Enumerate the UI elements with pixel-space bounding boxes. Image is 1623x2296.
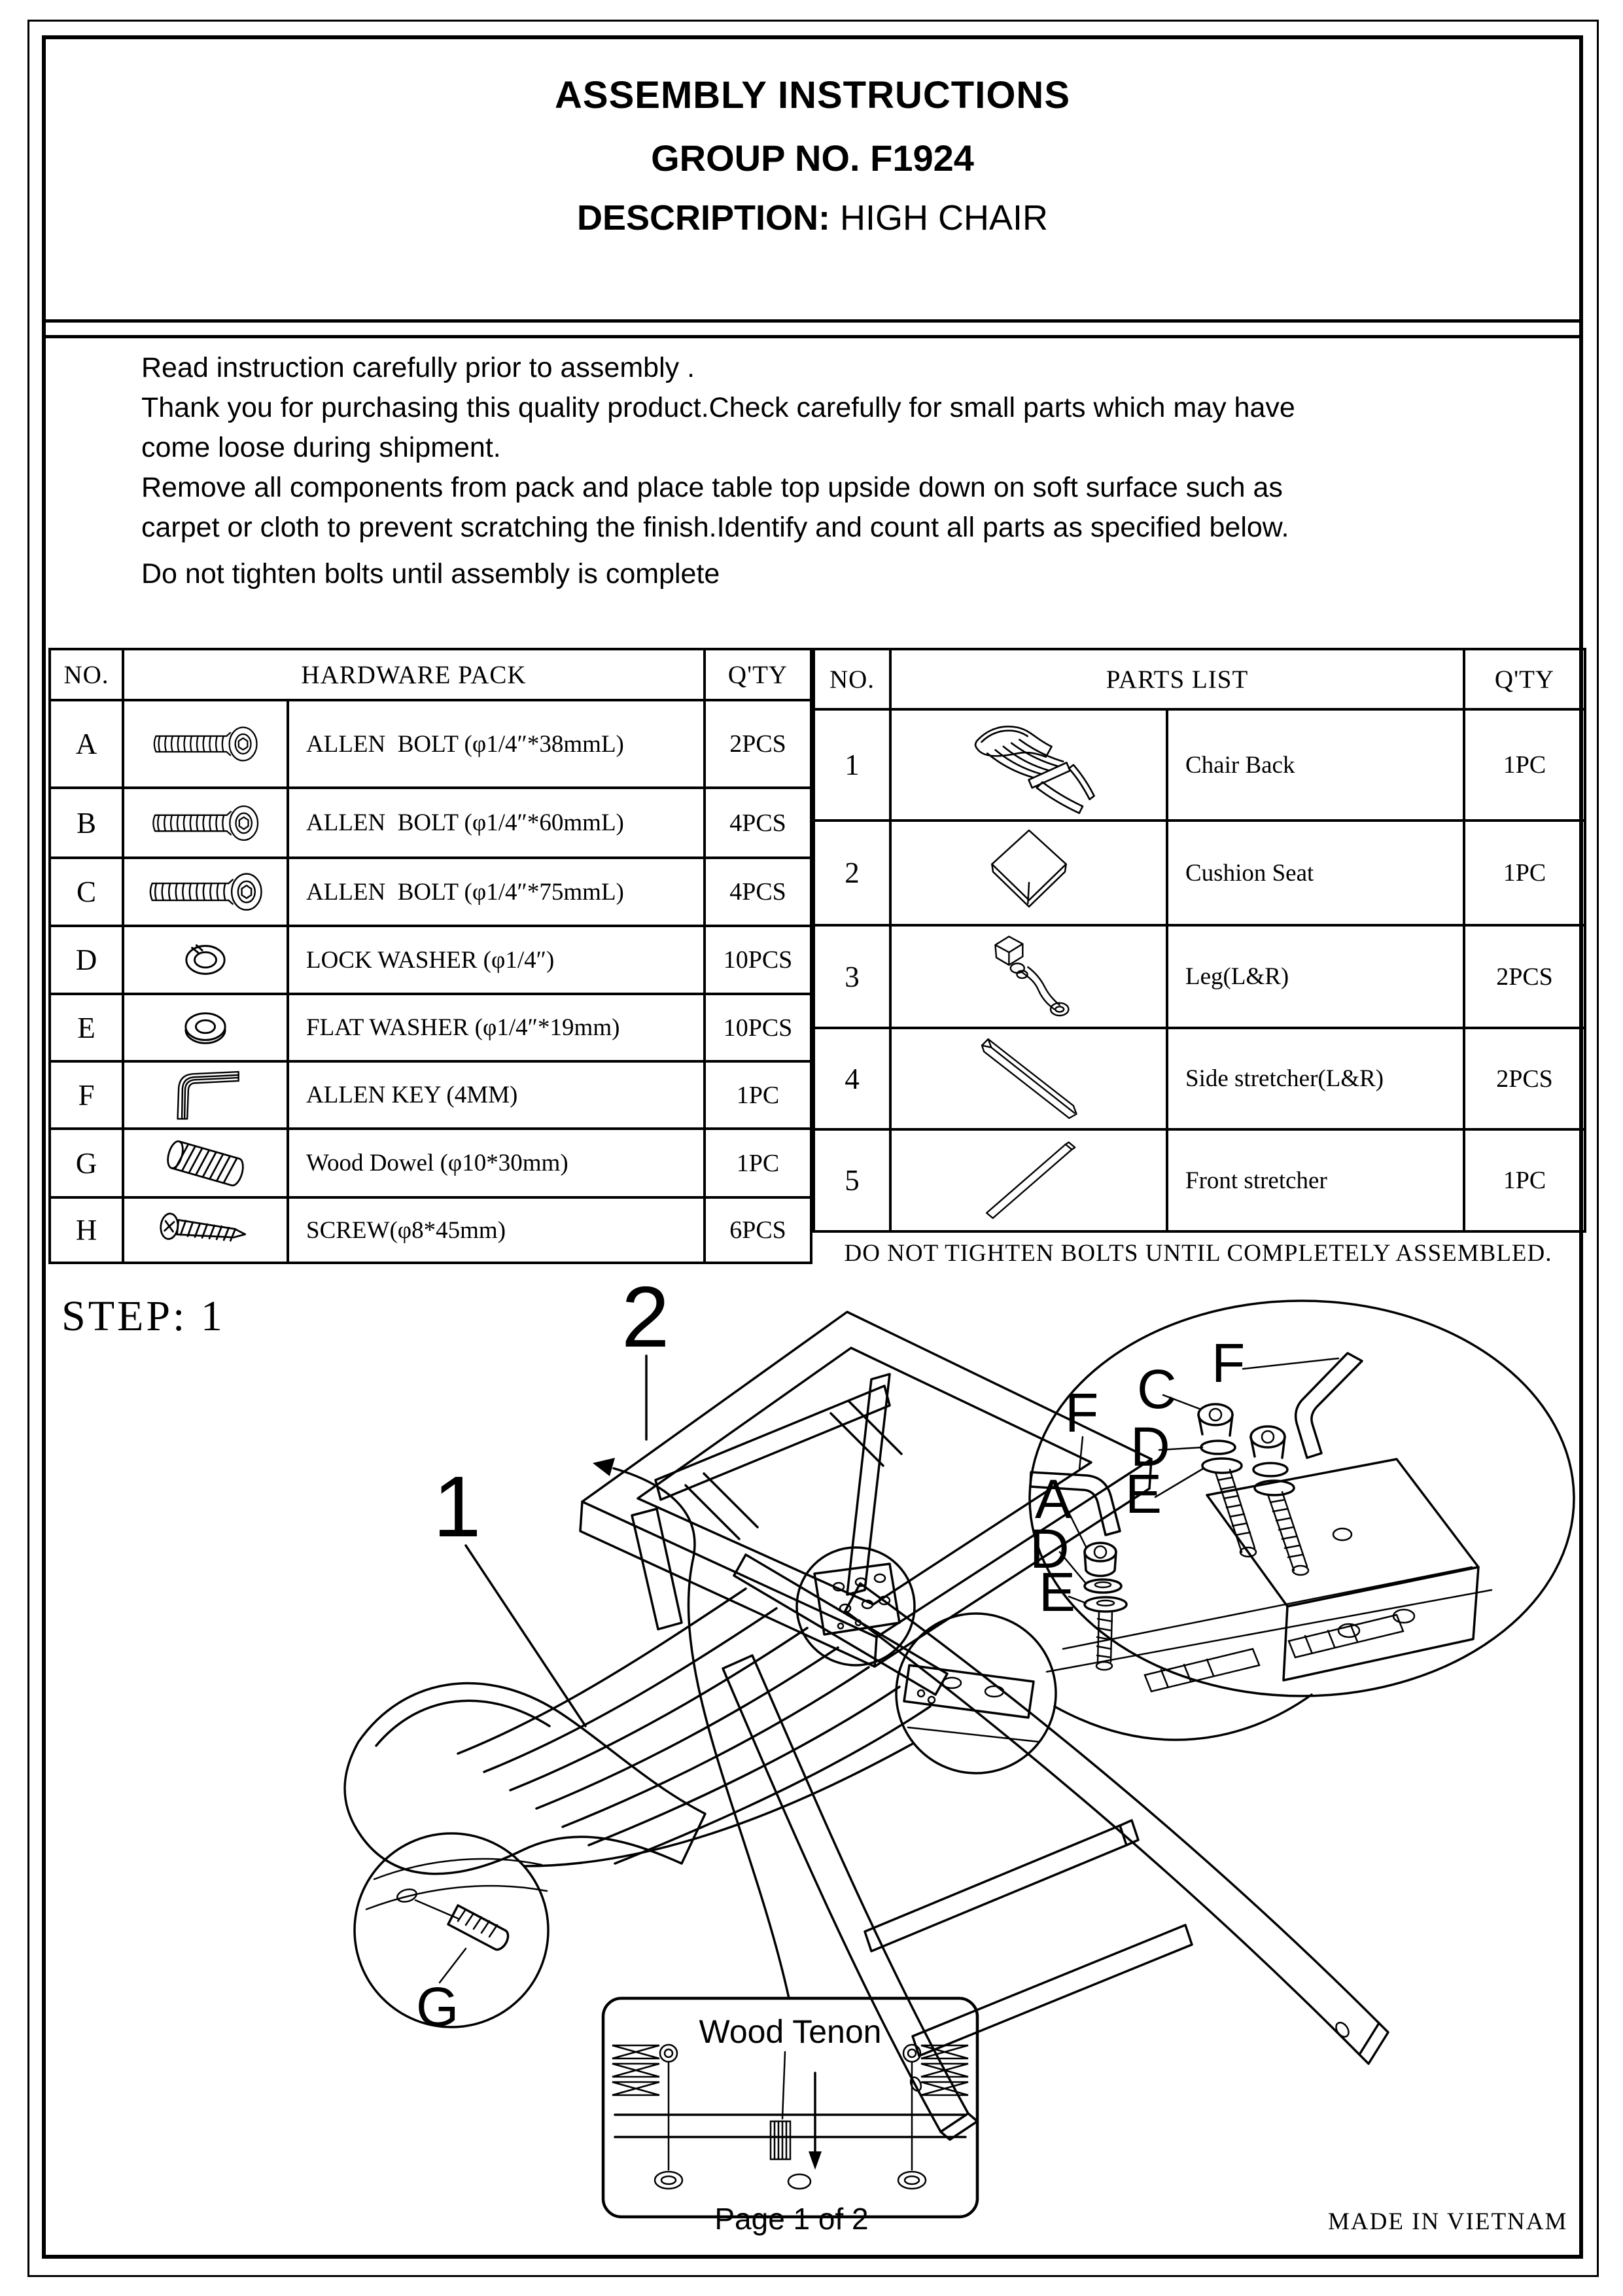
row-desc: FLAT WASHER (φ1/4″*19mm) <box>288 994 705 1061</box>
row-qty: 1PC <box>705 1129 811 1197</box>
page-title: ASSEMBLY INSTRUCTIONS <box>555 74 1070 116</box>
row-no: C <box>50 858 123 926</box>
row-desc: ALLEN BOLT (φ1/4″*38mmL) <box>288 700 705 788</box>
detail-circle-bracket <box>896 1614 1056 1773</box>
made-in-label: MADE IN VIETNAM <box>1328 2208 1568 2235</box>
row-qty: 6PCS <box>705 1197 811 1263</box>
callout-label-d-left: D <box>1030 1518 1070 1580</box>
col-header-no: NO. <box>814 649 890 709</box>
callout-label-e-mid: E <box>1125 1463 1162 1525</box>
callout-label-g: G <box>416 1976 459 2038</box>
row-no: 4 <box>814 1028 890 1129</box>
row-desc: ALLEN BOLT (φ1/4″*75mmL) <box>288 858 705 926</box>
row-no: D <box>50 926 123 994</box>
row-no: H <box>50 1197 123 1263</box>
wood-tenon-label: Wood Tenon <box>699 2013 882 2050</box>
callout-label-a: A <box>1035 1468 1072 1530</box>
part-label-1: 1 <box>433 1458 481 1555</box>
instruction-line: Thank you for purchasing this quality product.Check carefully for small parts which may have <box>141 392 1295 423</box>
row-desc: LOCK WASHER (φ1/4″) <box>288 926 705 994</box>
detail-circle-dowel <box>355 1833 548 2038</box>
description-value: HIGH CHAIR <box>830 198 1049 238</box>
row-qty: 4PCS <box>705 788 811 858</box>
part-label-2: 2 <box>621 1269 670 1365</box>
group-number: GROUP NO. F1924 <box>651 137 974 179</box>
row-desc: Wood Dowel (φ10*30mm) <box>288 1129 705 1197</box>
row-no: 3 <box>814 925 890 1028</box>
callout-label-e-left: E <box>1039 1561 1076 1623</box>
col-header-qty: Q'TY <box>1464 649 1585 709</box>
row-no: A <box>50 700 123 788</box>
instruction-line: Remove all components from pack and place table top upside down on soft surface such as <box>141 472 1283 503</box>
row-qty: 2PCS <box>1464 925 1585 1028</box>
callout-label-d-mid: D <box>1130 1416 1170 1477</box>
row-desc: Side stretcher(L&R) <box>1167 1028 1464 1129</box>
callout-label-c: C <box>1137 1358 1177 1420</box>
wood-tenon-inset <box>603 1998 977 2217</box>
row-qty: 4PCS <box>705 858 811 926</box>
step-label: STEP: 1 <box>61 1292 225 1340</box>
row-desc: ALLEN BOLT (φ1/4″*60mmL) <box>288 788 705 858</box>
row-no: 5 <box>814 1129 890 1231</box>
row-no: G <box>50 1129 123 1197</box>
row-desc: Chair Back <box>1167 709 1464 821</box>
col-header-name: PARTS LIST <box>890 649 1464 709</box>
col-header-qty: Q'TY <box>705 649 811 700</box>
row-qty: 1PC <box>1464 821 1585 925</box>
assembly-note: DO NOT TIGHTEN BOLTS UNTIL COMPLETELY ASSEMBLED. <box>844 1240 1552 1267</box>
row-qty: 2PCS <box>1464 1028 1585 1129</box>
row-no: F <box>50 1061 123 1129</box>
row-no: B <box>50 788 123 858</box>
row-desc: SCREW(φ8*45mm) <box>288 1197 705 1263</box>
row-desc: Leg(L&R) <box>1167 925 1464 1028</box>
callout-label-f-left: F <box>1065 1382 1099 1443</box>
instruction-line: Do not tighten bolts until assembly is complete <box>141 558 720 590</box>
row-qty: 10PCS <box>705 994 811 1061</box>
col-header-name: HARDWARE PACK <box>123 649 705 700</box>
callout-label-f-right: F <box>1212 1332 1246 1394</box>
row-qty: 10PCS <box>705 926 811 994</box>
row-qty: 2PCS <box>705 700 811 788</box>
row-no: E <box>50 994 123 1061</box>
instruction-line: come loose during shipment. <box>141 432 501 463</box>
detail-circle-hardware <box>1030 1301 1574 1696</box>
row-qty: 1PC <box>1464 1129 1585 1231</box>
instruction-line: carpet or cloth to prevent scratching the finish.Identify and count all parts as specified below. <box>141 512 1289 543</box>
description-label: DESCRIPTION: <box>576 198 830 238</box>
row-desc: Front stretcher <box>1167 1129 1464 1231</box>
row-qty: 1PC <box>1464 709 1585 821</box>
row-no: 2 <box>814 821 890 925</box>
part-labels <box>433 1269 669 1726</box>
page-number: Page 1 of 2 <box>714 2202 869 2236</box>
col-header-no: NO. <box>50 649 123 700</box>
row-no: 1 <box>814 709 890 821</box>
row-desc: Cushion Seat <box>1167 821 1464 925</box>
instruction-line: Read instruction carefully prior to assembly . <box>141 352 695 383</box>
row-qty: 1PC <box>705 1061 811 1129</box>
row-desc: ALLEN KEY (4MM) <box>288 1061 705 1129</box>
